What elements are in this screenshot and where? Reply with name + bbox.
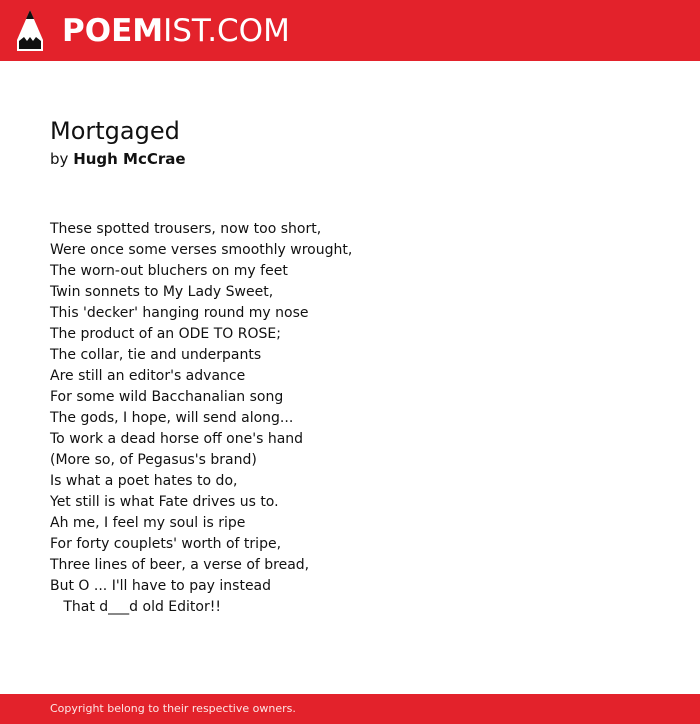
poem-line: Twin sonnets to My Lady Sweet, — [50, 284, 274, 300]
site-footer — [0, 694, 700, 724]
poem-line: But O ... I'll have to pay instead — [50, 578, 272, 594]
poem-line: The gods, I hope, will send along... — [50, 410, 294, 426]
pencil-tip-icon[interactable] — [17, 10, 43, 51]
poem-line: Is what a poet hates to do, — [50, 473, 238, 489]
author-name: Hugh McCrae — [73, 150, 186, 168]
poem-line: The collar, tie and underpants — [50, 347, 262, 363]
poem-line: Yet still is what Fate drives us to. — [50, 494, 279, 510]
poem-body — [50, 219, 352, 618]
poem-line: The worn-out bluchers on my feet — [50, 263, 288, 279]
by-label: by — [50, 150, 69, 168]
brand-bold: POEM — [62, 13, 164, 49]
poem-line: This 'decker' hanging round my nose — [50, 305, 309, 321]
poem-line: The product of an ODE TO ROSE; — [50, 326, 281, 342]
poem-line: For some wild Bacchanalian song — [50, 389, 284, 405]
poem-line: That d___d old Editor!! — [50, 599, 221, 615]
poem-title: Mortgaged — [50, 117, 180, 145]
site-header — [0, 0, 700, 61]
poem-line: Three lines of beer, a verse of bread, — [50, 557, 310, 573]
poem-line: Ah me, I feel my soul is ripe — [50, 515, 246, 531]
poem-line: Were once some verses smoothly wrought, — [50, 242, 353, 258]
byline — [50, 149, 186, 169]
poem-line: To work a dead horse off one's hand — [50, 431, 304, 447]
poem-line: (More so, of Pegasus's brand) — [50, 452, 257, 468]
poem-line: Are still an editor's advance — [50, 368, 246, 384]
brand-light: IST.COM — [163, 13, 290, 49]
poem-line: For forty couplets' worth of tripe, — [50, 536, 282, 552]
site-logo-text[interactable] — [62, 11, 290, 51]
poem-line: These spotted trousers, now too short, — [50, 221, 322, 237]
copyright-text: Copyright belong to their respective owners. — [50, 702, 296, 715]
